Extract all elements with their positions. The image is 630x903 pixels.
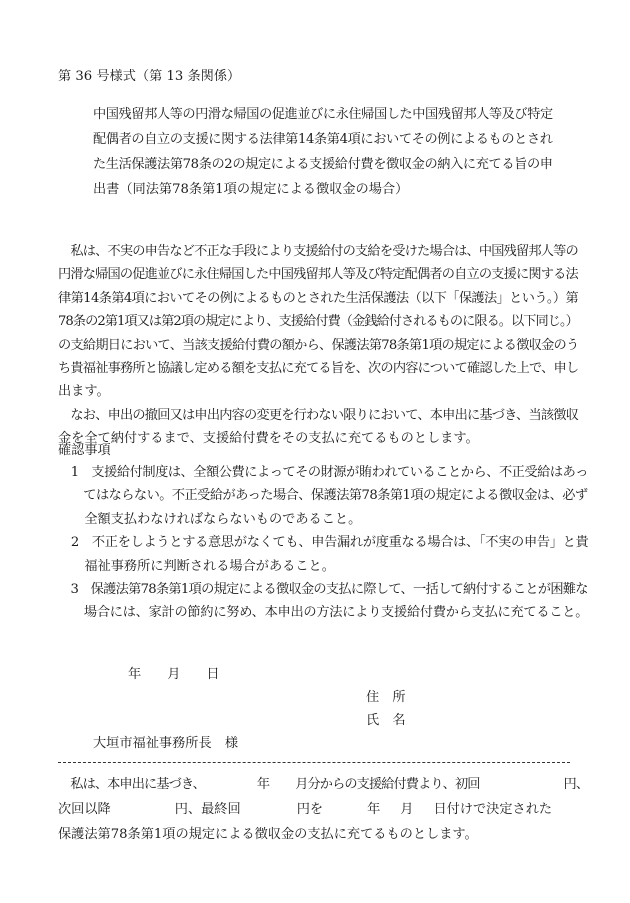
- payment-year-label: 年: [256, 777, 270, 792]
- payment-line: 保護法第78条第1項の規定による徴収金の支払に充てるものとします。: [58, 827, 478, 842]
- declaration-body: [58, 244, 578, 455]
- payment-statement: [58, 777, 588, 852]
- address-label: 住 所: [366, 690, 406, 705]
- form-number: 第 36 号様式（第 13 条関係）: [58, 69, 241, 84]
- payment-month-label: 月: [400, 802, 414, 817]
- title-line: 中国残留邦人等の円滑な帰国の促進並びに永住帰国した中国残留邦人等及び特定: [93, 107, 553, 122]
- body-line: ち貴福祉事務所と協議し定める額を支払に充てる旨を、次の内容について確認した上で、申し: [58, 360, 579, 376]
- body-line: 円滑な帰国の促進並びに永住帰国した中国残留邦人等及び特定配偶者の自立の支援に関する法: [58, 267, 578, 283]
- title-line: た生活保護法第78条の2の規定による支援給付費を徴収金の納入に充てる旨の申: [93, 157, 553, 172]
- payment-year-label: 年: [367, 802, 381, 817]
- date-day-label: 日: [206, 667, 220, 682]
- title-line: 配偶者の自立の支援に関する法律第14条第4項においてその例によるものとされ: [93, 132, 553, 147]
- confirmation-line: 1 支援給付制度は、全額公費によってその財源が賄われていることから、不正受給はあっ: [58, 465, 588, 480]
- payment-line: [58, 802, 588, 827]
- confirmation-items: [58, 465, 588, 629]
- confirmation-line: 場合には、家計の節約に努め、本申出の方法により支援給付費から支払に充てること。: [58, 605, 589, 621]
- recipient: 大垣市福祉事務所長 様: [93, 736, 239, 751]
- body-line: 78条の2第1項又は第2項の規定により、支援給付費（金銭給付されるものに限る。以下同じ。）: [58, 314, 578, 330]
- title-line: 出書（同法第78条第1項の規定による徴収金の場合）: [93, 182, 409, 197]
- payment-text: 次回以降: [58, 802, 111, 817]
- body-line: の支給期日において、当該支援給付費の額から、保護法第78条第1項の規定による徴収金のう: [58, 337, 579, 353]
- cut-line-divider: [58, 762, 570, 763]
- body-line: 金を全て納付するまで、支援給付費をその支払に充てるものとします。: [58, 431, 479, 447]
- confirmation-line: 3 保護法第78条第1項の規定による徴収金の支払に際して、一括して納付することが困難な: [58, 581, 588, 597]
- body-line: なお、申出の撤回又は申出内容の変更を行わない限りにおいて、本申出に基づき、当該徴収: [58, 407, 579, 423]
- form-title: [93, 107, 553, 207]
- confirmation-line: てはならない。不正受給があった場合、保護法第78条第1項の規定による徴収金は、必ず: [58, 488, 588, 504]
- date-year-label: 年: [128, 667, 142, 682]
- payment-text: 円、最終回: [174, 802, 241, 817]
- payment-line: [58, 777, 588, 802]
- payment-text: 月分からの支援給付費より、初回: [295, 777, 480, 792]
- payment-text: 私は、本申出に基づき、: [58, 777, 205, 792]
- payment-yen-label: 円、: [563, 777, 589, 792]
- date-month-label: 月: [167, 667, 181, 682]
- confirmation-line: 2 不正をしようとする意思がなくても、申告漏れが度重なる場合は、「不実の申告」と貴: [58, 535, 589, 551]
- confirmation-heading: 確認事項: [58, 443, 111, 458]
- body-line: 出ます。: [58, 384, 110, 400]
- date-field: [128, 667, 220, 683]
- body-line: 私は、不実の申告など不正な手段により支援給付の支給を受けた場合は、中国残留邦人等の: [58, 244, 578, 259]
- body-line: 律第14条第4項においてその例によるものとされた生活保護法（以下「保護法」という。）第: [58, 290, 579, 306]
- payment-text: 円を: [296, 802, 324, 817]
- confirmation-line: 全額支払わなければならないものであること。: [58, 511, 362, 527]
- confirmation-line: 福祉事務所に判断される場合があること。: [58, 558, 335, 574]
- payment-text: 日付けで決定された: [433, 802, 553, 817]
- name-label: 氏 名: [366, 713, 406, 728]
